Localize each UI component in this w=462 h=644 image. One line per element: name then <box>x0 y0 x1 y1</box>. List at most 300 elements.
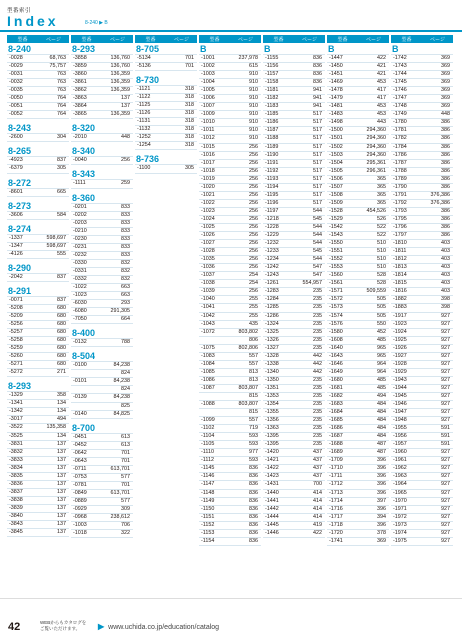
model-number: -1189 <box>265 143 279 150</box>
index-row <box>199 152 261 160</box>
page-ref: 403 <box>441 288 450 295</box>
page-ref: 613,701 <box>110 489 130 496</box>
index-row <box>7 111 69 119</box>
model-number: -1683 <box>329 401 343 408</box>
model-number: -6080 <box>73 308 87 315</box>
index-row <box>71 482 133 490</box>
page-ref: 510 <box>377 248 386 255</box>
page-ref: 802,806 <box>238 344 258 351</box>
index-row <box>263 506 325 514</box>
model-number: -3839 <box>9 504 23 511</box>
index-row <box>199 127 261 135</box>
page-ref: 365 <box>377 191 386 198</box>
index-row <box>263 530 325 538</box>
model-number: -1923 <box>393 320 407 327</box>
index-row <box>327 473 389 481</box>
model-number: -1788 <box>393 167 407 174</box>
index-row <box>263 152 325 160</box>
model-number: -1948 <box>393 417 407 424</box>
model-number: -2010 <box>73 134 87 141</box>
model-number: -1325 <box>265 328 279 335</box>
model-number: -1022 <box>73 283 87 290</box>
model-number: -3858 <box>73 55 87 61</box>
model-number: -1787 <box>393 159 407 166</box>
index-row <box>263 248 325 256</box>
index-row <box>327 304 389 312</box>
model-number: -1943 <box>393 376 407 383</box>
footer-note <box>40 620 86 632</box>
index-row <box>263 433 325 441</box>
section-heading <box>327 44 389 55</box>
model-number: -1960 <box>393 449 407 456</box>
page-ref: 369 <box>441 95 450 102</box>
section-heading <box>135 154 197 165</box>
index-row <box>391 409 453 417</box>
header-range: 8-240 ▶ B <box>85 20 108 26</box>
index-row <box>391 393 453 401</box>
page-ref: 927 <box>441 481 450 488</box>
index-row <box>327 417 389 425</box>
index-row <box>135 165 197 173</box>
index-row <box>327 449 389 457</box>
page-ref: 417 <box>377 87 386 94</box>
model-number: -1815 <box>393 280 407 287</box>
model-number: -0071 <box>9 296 23 303</box>
model-number: -1005 <box>201 87 215 94</box>
index-row <box>391 433 453 441</box>
model-number: -1181 <box>265 87 279 94</box>
page-ref: 256 <box>249 175 258 182</box>
index-row <box>7 505 69 513</box>
model-number: -1252 <box>137 134 151 141</box>
model-number: -6379 <box>9 165 23 172</box>
index-row <box>327 232 389 240</box>
page-ref: 803,807 <box>238 384 258 391</box>
index-row <box>391 345 453 353</box>
page-ref: 386 <box>441 207 450 214</box>
model-number: -1017 <box>201 159 215 166</box>
index-row <box>7 95 69 103</box>
model-number: -0139 <box>73 394 87 401</box>
index-row <box>135 102 197 110</box>
model-number: -1423 <box>265 473 279 480</box>
model-number: -1146 <box>201 473 215 480</box>
page-ref: 910 <box>249 119 258 126</box>
page-ref: 927 <box>441 489 450 496</box>
index-row <box>391 264 453 272</box>
model-number: -3832 <box>9 448 23 455</box>
model-number: -5258 <box>9 337 23 344</box>
index-row <box>391 127 453 135</box>
page-ref: 494 <box>57 416 66 423</box>
page-ref: 927 <box>441 312 450 319</box>
page-ref: 256 <box>121 157 130 164</box>
page-ref: 557 <box>249 352 258 359</box>
page-ref: 910 <box>249 71 258 78</box>
index-row <box>327 208 389 216</box>
model-number: -1347 <box>9 242 23 249</box>
section-label: B <box>200 44 207 54</box>
model-number: -1284 <box>265 296 279 303</box>
page-ref: 135,358 <box>46 424 66 431</box>
index-row <box>327 296 389 304</box>
page-ref: 941 <box>313 87 322 94</box>
page-ref: 545 <box>313 215 322 222</box>
index-row <box>391 481 453 489</box>
page-ref: 136,359 <box>110 87 130 94</box>
index-row <box>263 144 325 152</box>
model-number: -0889 <box>73 497 87 504</box>
index-row <box>199 119 261 127</box>
model-number: -1354 <box>265 401 279 408</box>
model-number: -4126 <box>9 250 23 257</box>
page-ref: 365 <box>377 183 386 190</box>
index-row <box>263 79 325 87</box>
index-row <box>263 119 325 127</box>
model-number: -1043 <box>201 320 215 327</box>
page-ref: 136,359 <box>110 71 130 78</box>
index-row <box>391 160 453 168</box>
index-row <box>263 280 325 288</box>
model-number: -1713 <box>329 489 343 496</box>
model-number: -1111 <box>73 180 86 187</box>
page-ref: 815 <box>249 392 258 399</box>
index-row <box>263 522 325 530</box>
index-row <box>71 180 133 188</box>
model-number: -1608 <box>329 336 343 343</box>
catalog-link[interactable] <box>98 622 219 631</box>
model-number: -1157 <box>265 71 279 78</box>
page-ref: 437 <box>313 457 322 464</box>
page-ref: 235 <box>313 336 322 343</box>
section-label: 8-705 <box>136 44 160 54</box>
model-number: -1576 <box>329 320 343 327</box>
section-label: 8-343 <box>72 169 96 180</box>
page-ref: 547 <box>313 272 322 279</box>
model-number: -1218 <box>265 215 279 222</box>
page-ref: 665 <box>57 188 66 195</box>
model-number: -1529 <box>329 215 343 222</box>
model-number: -5260 <box>9 353 23 360</box>
model-number: -1011 <box>201 127 215 134</box>
model-number: -1680 <box>329 376 343 383</box>
page-ref: 910 <box>249 79 258 86</box>
model-number: -0711 <box>73 465 87 472</box>
page-ref: 235 <box>313 409 322 416</box>
index-row <box>263 184 325 192</box>
model-number: -1192 <box>265 167 279 174</box>
model-number: -1027 <box>201 240 215 247</box>
model-number: -1421 <box>265 457 279 464</box>
page-ref: 256 <box>249 223 258 230</box>
index-row <box>327 377 389 385</box>
page-ref: 833 <box>121 219 130 226</box>
model-number: -5209 <box>9 312 23 319</box>
index-row <box>327 506 389 514</box>
model-number: -3838 <box>9 496 23 503</box>
page-ref: 235 <box>313 384 322 391</box>
column-header <box>199 35 261 43</box>
index-row <box>71 386 133 394</box>
page-ref: 294,360 <box>366 143 386 150</box>
model-number: -1355 <box>265 409 279 416</box>
page-ref: 134 <box>57 432 66 439</box>
page-ref: 836 <box>249 505 258 512</box>
model-number: -1420 <box>265 449 279 456</box>
page-ref: 68,763 <box>49 55 66 61</box>
model-number: -1084 <box>201 360 215 367</box>
page-ref: 706 <box>121 522 130 529</box>
index-row <box>327 409 389 417</box>
page-ref: 544 <box>313 207 322 214</box>
page-ref: 318 <box>185 110 194 117</box>
page-ref: 137 <box>121 95 130 102</box>
page-ref: 763 <box>57 87 66 94</box>
model-number: -3525 <box>9 432 23 439</box>
model-number: -5259 <box>9 345 23 352</box>
index-row <box>391 184 453 192</box>
index-row <box>71 514 133 522</box>
page-ref: 235 <box>313 392 322 399</box>
model-number: -1810 <box>393 240 407 247</box>
model-number: -1580 <box>329 328 343 335</box>
model-number: -1504 <box>329 159 343 166</box>
model-number: -1440 <box>265 489 279 496</box>
model-number: -1087 <box>201 384 215 391</box>
index-row <box>391 490 453 498</box>
model-number: -1122 <box>137 94 151 101</box>
index-row <box>263 361 325 369</box>
model-number: -1686 <box>329 425 343 432</box>
page-ref: 137 <box>57 521 66 528</box>
page-ref: 403 <box>441 280 450 287</box>
page-ref: 396 <box>377 521 386 528</box>
model-number: -1148 <box>201 489 215 496</box>
model-number: -1041 <box>201 304 215 311</box>
page-ref: 927 <box>441 465 450 472</box>
model-number: -1341 <box>9 400 23 407</box>
page-ref: 833 <box>121 203 130 210</box>
page-ref: 259 <box>121 180 130 187</box>
page-ref: 294,360 <box>366 127 386 134</box>
index-row <box>199 345 261 353</box>
index-row <box>199 232 261 240</box>
index-row <box>7 457 69 465</box>
page-ref: 517 <box>313 191 322 198</box>
index-row <box>391 530 453 538</box>
page-ref: 296,361 <box>366 167 386 174</box>
index-row <box>327 63 389 71</box>
page-ref: 134 <box>57 408 66 415</box>
index-row <box>391 87 453 95</box>
section-label: 8-291 <box>8 285 32 296</box>
page-ref: 369 <box>441 103 450 110</box>
index-row <box>263 377 325 385</box>
section-label: B <box>392 44 399 54</box>
model-number: -1003 <box>73 522 87 529</box>
page-ref: 836 <box>249 465 258 472</box>
model-number: -1811 <box>393 248 407 255</box>
page-ref: 613 <box>121 441 130 448</box>
column-header-num: 型番 <box>145 36 156 43</box>
page-ref: 256 <box>249 248 258 255</box>
index-row <box>7 274 69 282</box>
index-row <box>199 506 261 514</box>
column-header-num: 型番 <box>337 36 348 43</box>
model-number: -1640 <box>329 344 343 351</box>
index-row <box>7 87 69 95</box>
index-row <box>391 506 453 514</box>
page-ref: 386 <box>441 135 450 142</box>
model-number: -8601 <box>9 188 23 195</box>
page-ref: 593 <box>249 441 258 448</box>
index-row <box>199 144 261 152</box>
index-row <box>135 142 197 150</box>
index-row <box>71 87 133 95</box>
index-row <box>199 393 261 401</box>
model-number: -0849 <box>73 489 87 496</box>
page-ref: 422 <box>313 529 322 536</box>
page-ref: 557 <box>249 360 258 367</box>
page-ref: 593 <box>249 433 258 440</box>
index-row <box>327 393 389 401</box>
page-ref: 84,238 <box>113 394 130 401</box>
model-number: -1232 <box>265 240 279 247</box>
page-ref: 437 <box>313 473 322 480</box>
model-number: -1152 <box>201 521 215 528</box>
index-row <box>391 176 453 184</box>
model-number: -1197 <box>265 207 279 214</box>
page-ref: 256 <box>249 167 258 174</box>
index-row <box>199 369 261 377</box>
page-ref: 84,238 <box>113 362 130 369</box>
model-number: -1508 <box>329 191 343 198</box>
page-ref: 701 <box>121 449 130 456</box>
index-row <box>263 345 325 353</box>
index-row <box>391 144 453 152</box>
model-number: -1816 <box>393 288 407 295</box>
page-ref: 813 <box>249 376 258 383</box>
model-number: -1786 <box>393 151 407 158</box>
page-ref: 271 <box>57 369 66 376</box>
model-number: -1883 <box>393 304 407 311</box>
section-heading <box>71 169 133 180</box>
page-ref: 487 <box>377 441 386 448</box>
page-ref: 254 <box>249 272 258 279</box>
index-row <box>263 369 325 377</box>
index-row <box>327 144 389 152</box>
index-row <box>263 216 325 224</box>
page-ref: 554,957 <box>302 280 322 287</box>
page-ref: 137 <box>57 464 66 471</box>
index-row <box>7 103 69 111</box>
index-row <box>7 465 69 473</box>
column-header-page: ページ <box>302 36 317 43</box>
index-row <box>199 522 261 530</box>
model-number: -1193 <box>265 175 279 182</box>
page-ref: 927 <box>441 521 450 528</box>
page-ref: 318 <box>185 86 194 93</box>
page-ref: 584 <box>57 211 66 218</box>
model-number: -1234 <box>265 256 279 263</box>
model-number: -3835 <box>9 472 23 479</box>
page-ref: 318 <box>185 126 194 133</box>
page-ref: 547 <box>313 264 322 271</box>
index-row <box>263 95 325 103</box>
index-row <box>199 208 261 216</box>
model-number: -1105 <box>201 441 215 448</box>
page-ref: 833 <box>121 235 130 242</box>
model-number: -1560 <box>329 272 343 279</box>
page-ref: 613 <box>121 433 130 440</box>
page-ref: 510 <box>377 240 386 247</box>
index-row <box>199 417 261 425</box>
column-header <box>7 35 69 43</box>
model-number: -1749 <box>393 111 407 118</box>
index-row <box>71 506 133 514</box>
model-number: -1112 <box>201 457 214 464</box>
section-heading <box>71 44 133 55</box>
index-row <box>263 240 325 248</box>
page-ref: 788 <box>121 339 130 346</box>
page-ref: 803,802 <box>238 328 258 335</box>
page-ref: 422 <box>377 55 386 61</box>
model-number: -1927 <box>393 352 407 359</box>
page-ref: 137 <box>57 512 66 519</box>
index-row <box>199 135 261 143</box>
index-row <box>7 337 69 345</box>
section-label: 8-290 <box>8 262 32 273</box>
section-heading <box>71 193 133 204</box>
model-number: -1023 <box>201 207 215 214</box>
page-ref: 615 <box>249 63 258 70</box>
index-row <box>71 362 133 370</box>
model-number: -1187 <box>265 127 279 134</box>
index-row <box>199 224 261 232</box>
page-ref: 680 <box>57 361 66 368</box>
index-row <box>391 272 453 280</box>
index-row <box>71 252 133 260</box>
page-ref: 509,559 <box>366 288 386 295</box>
page-ref: 836 <box>249 489 258 496</box>
index-row <box>199 200 261 208</box>
index-row <box>263 63 325 71</box>
page-ref: 256 <box>249 207 258 214</box>
page-ref: 256 <box>249 288 258 295</box>
page-ref: 836 <box>249 529 258 536</box>
page-ref: 235 <box>313 288 322 295</box>
column-header-num: 型番 <box>17 36 28 43</box>
index-row <box>71 276 133 284</box>
page-ref: 977 <box>249 449 258 456</box>
model-number: -1261 <box>265 280 279 287</box>
page-ref: 598,697 <box>46 234 66 241</box>
model-number: -1711 <box>329 473 343 480</box>
section-heading <box>135 44 197 55</box>
page-ref: 927 <box>441 457 450 464</box>
index-row <box>199 184 261 192</box>
model-number: -1158 <box>265 79 279 86</box>
model-number: -7050 <box>73 316 87 323</box>
index-row <box>199 71 261 79</box>
index-row <box>327 87 389 95</box>
index-row <box>71 300 133 308</box>
page-ref: 137 <box>57 480 66 487</box>
index-row <box>7 305 69 313</box>
page-ref: 403 <box>441 264 450 271</box>
page-ref: 235 <box>313 433 322 440</box>
index-row <box>71 522 133 530</box>
